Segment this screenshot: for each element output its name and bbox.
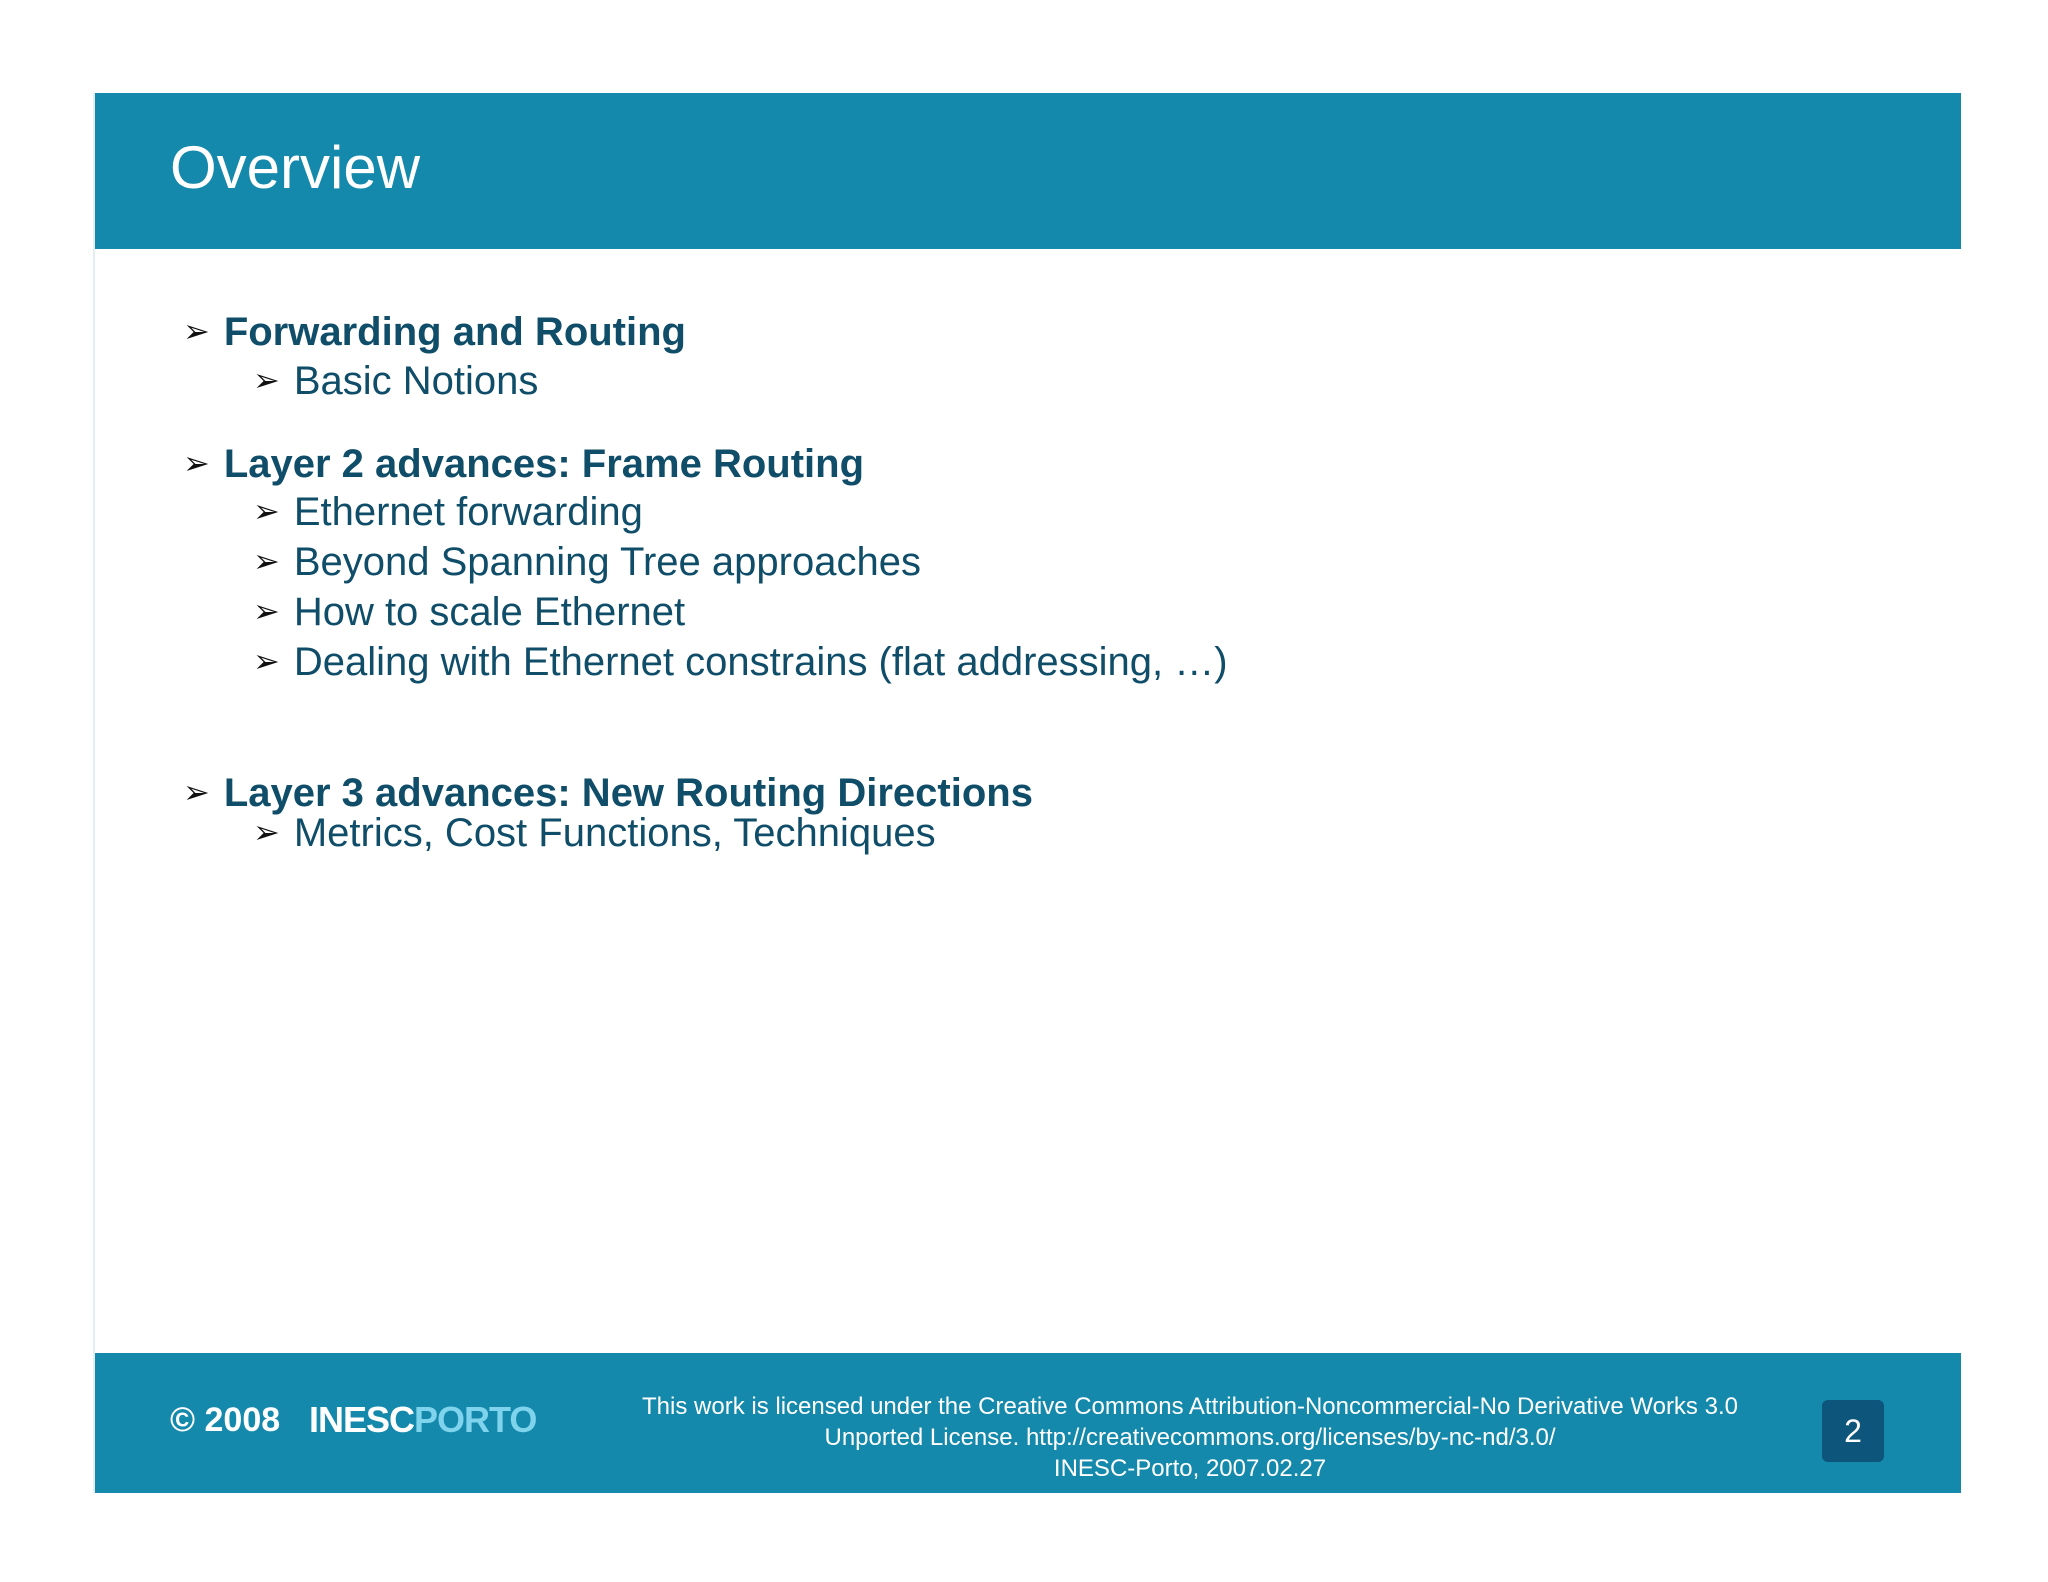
arrow-bullet-icon: ➢ [253,542,280,580]
outline-subitem-text: Basic Notions [293,359,539,403]
outline-heading [183,440,864,490]
license-line: This work is licensed under the Creative Commons Attribution-Noncommercial-No Derivative Works 3.0 [642,1393,1738,1420]
page-number-badge: 2 [1822,1400,1884,1462]
outline-subitem [253,809,936,859]
outline-subitem [253,588,685,638]
arrow-bullet-icon: ➢ [183,444,210,482]
slide-title: Overview [170,134,421,201]
inesc-porto-logo [309,1399,536,1441]
outline-heading-text: Forwarding and Routing [223,310,686,354]
outline-subitem-text: Dealing with Ethernet constrains (flat addressing, …) [293,640,1228,684]
slide-content [95,93,1961,1493]
arrow-bullet-icon: ➢ [253,592,280,630]
outline-subitem-text: How to scale Ethernet [293,590,686,634]
license-line: INESC-Porto, 2007.02.27 [1053,1455,1327,1482]
outline-subitem [253,488,643,538]
outline-heading-text: Layer 2 advances: Frame Routing [223,442,865,486]
outline-heading-text: Layer 3 advances: New Routing Directions [223,771,1033,815]
outline-subitem [253,357,538,407]
arrow-bullet-icon: ➢ [183,773,210,811]
outline-subitem-text: Metrics, Cost Functions, Techniques [293,811,936,855]
slide [93,93,1959,1493]
outline-subitem [253,638,1228,688]
outline-subitem-text: Ethernet forwarding [293,490,643,534]
arrow-bullet-icon: ➢ [253,642,280,680]
outline-heading [183,308,686,358]
license-line: Unported License. http://creativecommons.org/licenses/by-nc-nd/3.0/ [824,1424,1556,1451]
arrow-bullet-icon: ➢ [253,813,280,851]
outline-subitem-text: Beyond Spanning Tree approaches [293,540,921,584]
outline-subitem [253,538,921,588]
copyright-notice: © 2008 [170,1401,281,1439]
logo-part-porto: PORTO [414,1399,537,1440]
arrow-bullet-icon: ➢ [183,312,210,350]
slide-footer [95,1353,1961,1493]
license-notice [565,1391,1815,1484]
logo-part-inesc: INESC [309,1399,415,1440]
arrow-bullet-icon: ➢ [253,492,280,530]
arrow-bullet-icon: ➢ [253,361,280,399]
